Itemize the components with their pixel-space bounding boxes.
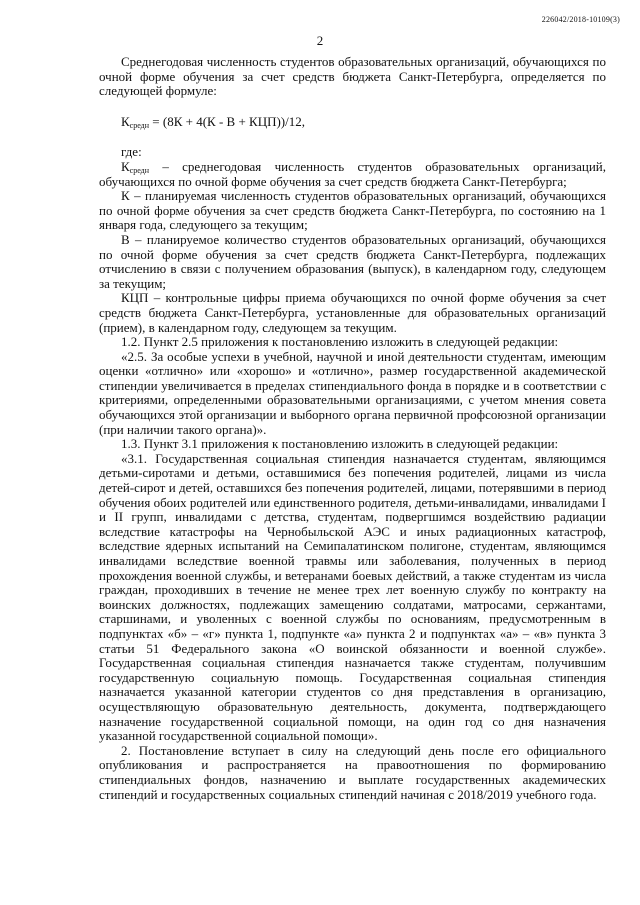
formula (121, 115, 606, 130)
definition-term: В (121, 231, 130, 247)
amendment-heading: 1.2. Пункт 2.5 приложения к постановлению изложить в следующей редакции: (121, 334, 559, 350)
formula-subscript: средн (129, 120, 150, 130)
definition-item (99, 160, 606, 189)
definition-text: – планируемое количество студентов образовательных организаций, обучающихся по очной форме обучения за счет средств бюджета Санкт-Петербурга, подлежащих отчислению в связи с получением образования (выпуск), в календарном году, следующем за текущим; (99, 231, 606, 291)
where-label: где: (121, 144, 142, 160)
document-body (99, 55, 606, 802)
page-number: 2 (316, 33, 324, 48)
intro-paragraph: Среднегодовая численность студентов образовательных организаций, обучающихся по очной форме обучения за счет средств бюджета Санкт-Петербурга, определяется по следующей формуле: (99, 54, 606, 99)
amendment-heading: 1.3. Пункт 3.1 приложения к постановлению изложить в следующей редакции: (121, 436, 559, 452)
definition-subscript: средн (129, 165, 150, 175)
effective-date-paragraph: 2. Постановление вступает в силу на следующий день после его официального опубликования и распространяется на правоотношения по формированию стипендиальных фондов, назначению и выплате государственных академических стипендий и государственных социальных стипендий начиная с 2018/2019 учебного года. (99, 742, 606, 802)
definition-item (99, 233, 606, 291)
definition-item (99, 189, 606, 233)
definition-text: – среднегодовая численность студентов образовательных организаций, обучающихся по очной форме обучения за счет средств бюджета Санкт-Петербурга; (99, 158, 606, 189)
amendment-text: «2.5. За особые успехи в учебной, научной и иной деятельности студентам, имеющим оценки «отлично» или «хорошо» и «отлично», размер государственной академической стипендии увеличивается в пределах стипендиального фонда в порядке и в соответствии с критериями, определенными образовательными организациями, с учетом мнения совета обучающихся этой организации и выборного органа первичной профсоюзной организации (при наличии такого органа)». (99, 348, 606, 437)
definition-term: К (121, 188, 130, 204)
definition-text: – контрольные цифры приема обучающихся по очной форме обучения за счет средств бюджета Санкт-Петербурга, установленные для образовательных организаций (прием), в календарном году, следующем за текущим. (99, 290, 606, 335)
definition-term: КЦП (121, 290, 149, 306)
definition-item (99, 291, 606, 335)
document-number: 226042/2018-10109(3) (541, 15, 620, 24)
amendment-text: «3.1. Государственная социальная стипендия назначается студентам, являющимся детьми-сиротами и детьми, оставшимися без попечения родителей, лицами из числа детей-сирот и детей, оставшихся без попечения родителей, лицами, потерявшими в период обучения обоих родителей или единственного родителя, детьми-инвалидами, инвалидами I и II групп, инвалидами с детства, студентам, подвергшимся воздействию радиации вследствие катастрофы на Чернобыльской АЭС и иных радиационных катастроф, вследствие ядерных испытаний на Семипалатинском полигоне, студентам, являющимся инвалидами вследствие военной травмы или заболевания, полученных в период прохождения военной службы, и ветеранами боевых действий, а также студентам из числа граждан, проходивших в течение не менее трех лет военную службу по контракту на воинских должностях, подлежащих замещению солдатами, матросами, сержантами, старшинами, и уволенных с военной службы по основаниям, предусмотренным в подпунктах «б» – «г» пункта 1, подпункте «а» пункта 2 и подпунктах «а» – «в» пункта 3 статьи 51 Федерального закона «О воинской обязанности и военной службе». Государственная социальная стипендия назначается также студентам, получившим государственную социальную помощь. Государственная социальная стипендия назначается указанной категории студентов со дня представления в организацию, осуществляющую образовательную деятельность, документа, подтверждающего назначение государственной социальной помощи, на один год со дня назначения указанной государственной социальной помощи». (99, 450, 606, 744)
definition-term: К (121, 158, 130, 174)
formula-rhs: = (8К + 4(К - В + КЦП))/12, (149, 113, 305, 129)
definition-text: – планируемая численность студентов образовательных организаций, обучающихся по очной форме обучения за счет средств бюджета Санкт-Петербурга, по состоянию на 1 января года, следующего за текущим; (99, 188, 606, 233)
formula-lhs: К (121, 113, 130, 129)
